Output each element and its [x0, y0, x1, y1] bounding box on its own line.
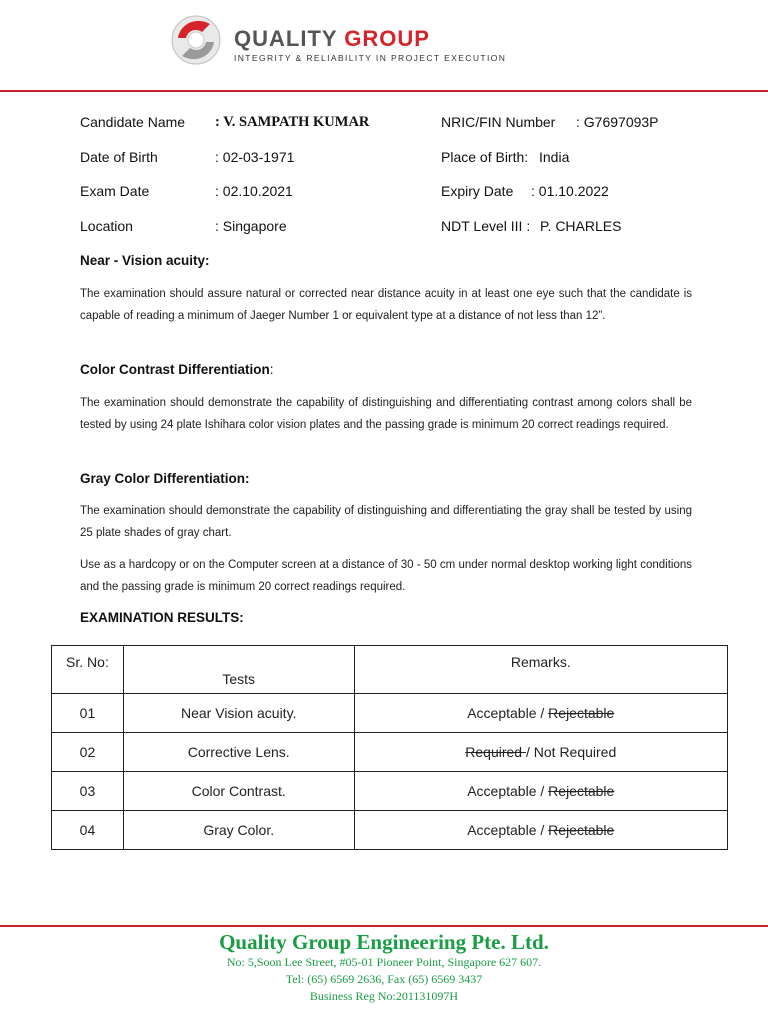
- row-test: Gray Color.: [123, 811, 354, 850]
- expiry-date-label: Expiry Date: [441, 183, 514, 199]
- row-test: Near Vision acuity.: [123, 694, 354, 733]
- footer-company-name: Quality Group Engineering Pte. Ltd.: [219, 930, 549, 954]
- near-vision-text: The examination should assure natural or corrected near distance acuity in at least one eye such that the candidate is capable of reading a minimum of Jaeger Number 1 or equivalent type at a distance of not less than 12”.: [80, 288, 692, 322]
- remark-selected: / Not Required: [525, 744, 617, 760]
- nric-label: NRIC/FIN Number: [441, 114, 556, 130]
- remark-struck: Rejectable: [548, 705, 615, 721]
- color-contrast-heading-colon: :: [269, 362, 274, 377]
- row-test: Color Contrast.: [123, 772, 354, 811]
- remark-selected: Acceptable /: [467, 822, 545, 838]
- header-sr-no: Sr. No:: [52, 646, 124, 694]
- color-contrast-heading-text: Color Contrast Differentiation: [80, 362, 270, 377]
- pob-label: Place of Birth:: [441, 149, 529, 165]
- company-logo: [168, 12, 508, 68]
- location-label: Location: [80, 218, 133, 234]
- gray-color-text-2: Use as a hardcopy or on the Computer screen at a distance of 30 - 50 cm under normal desktop working light conditions and the passing grade is minimum 20 correct readings required.: [80, 559, 692, 593]
- expiry-date-value: : 01.10.2022: [531, 183, 609, 199]
- color-contrast-text: The examination should demonstrate the capability of distinguishing and differentiating contrast among colors shall be tested by using 24 plate Ishihara color vision plates and the passing grade is minimum 20 correct readings required.: [80, 397, 692, 431]
- remark-struck: Required: [465, 744, 526, 760]
- near-vision-heading: Near - Vision acuity:: [80, 253, 210, 268]
- table-row: [52, 811, 728, 850]
- table-row: [52, 733, 728, 772]
- results-table: [51, 645, 728, 850]
- row-test: Corrective Lens.: [123, 733, 354, 772]
- header-divider: [0, 90, 768, 92]
- exam-date-label: Exam Date: [80, 183, 150, 199]
- remark-selected: Acceptable /: [467, 705, 545, 721]
- row-sr: 03: [52, 772, 124, 811]
- logo-wordmark: [234, 26, 430, 52]
- row-sr: 04: [52, 811, 124, 850]
- logo-swirl-icon: [168, 12, 224, 68]
- exam-date-value: : 02.10.2021: [215, 183, 293, 199]
- logo-tagline: INTEGRITY & RELIABILITY IN PROJECT EXECUTION: [234, 53, 507, 63]
- table-header-row: [52, 646, 728, 694]
- row-remark: [354, 733, 727, 772]
- location-value: : Singapore: [215, 218, 287, 234]
- pob-value: India: [539, 149, 570, 165]
- row-remark: [354, 811, 727, 850]
- footer-address: No: 5,Soon Lee Street, #05-01 Pioneer Point, Singapore 627 607.: [226, 955, 542, 969]
- ndt-level-label: NDT Level III :: [441, 218, 531, 234]
- table-row: [52, 772, 728, 811]
- remark-selected: Acceptable /: [467, 783, 545, 799]
- table-row: [52, 694, 728, 733]
- ndt-level-value: P. CHARLES: [540, 218, 622, 234]
- dob-value: : 02-03-1971: [215, 149, 295, 165]
- row-remark: [354, 772, 727, 811]
- logo-word-primary: QUALITY: [234, 26, 338, 51]
- row-sr: 02: [52, 733, 124, 772]
- gray-color-text: The examination should demonstrate the capability of distinguishing and differentiating the gray shall be tested by using 25 plate shades of gray chart.: [80, 505, 692, 539]
- candidate-name-label: Candidate Name: [80, 114, 186, 130]
- gray-color-heading: Gray Color Differentiation:: [80, 471, 250, 486]
- remark-struck: Rejectable: [548, 783, 615, 799]
- dob-label: Date of Birth: [80, 149, 158, 165]
- header-tests: Tests: [123, 646, 354, 694]
- nric-value: : G7697093P: [576, 114, 659, 130]
- results-heading: EXAMINATION RESULTS:: [80, 610, 244, 625]
- row-sr: 01: [52, 694, 124, 733]
- row-remark: [354, 694, 727, 733]
- footer-tel-fax: Tel: (65) 6569 2636, Fax (65) 6569 3437: [285, 972, 483, 986]
- footer-business-reg: Business Reg No:201131097H: [309, 989, 459, 1003]
- remark-struck: Rejectable: [548, 822, 615, 838]
- footer-divider: [0, 925, 768, 927]
- candidate-name-value: : V. SAMPATH KUMAR: [215, 114, 370, 130]
- color-contrast-heading: [80, 362, 274, 377]
- logo-word-accent: GROUP: [344, 26, 430, 51]
- header-remarks: Remarks.: [354, 646, 727, 694]
